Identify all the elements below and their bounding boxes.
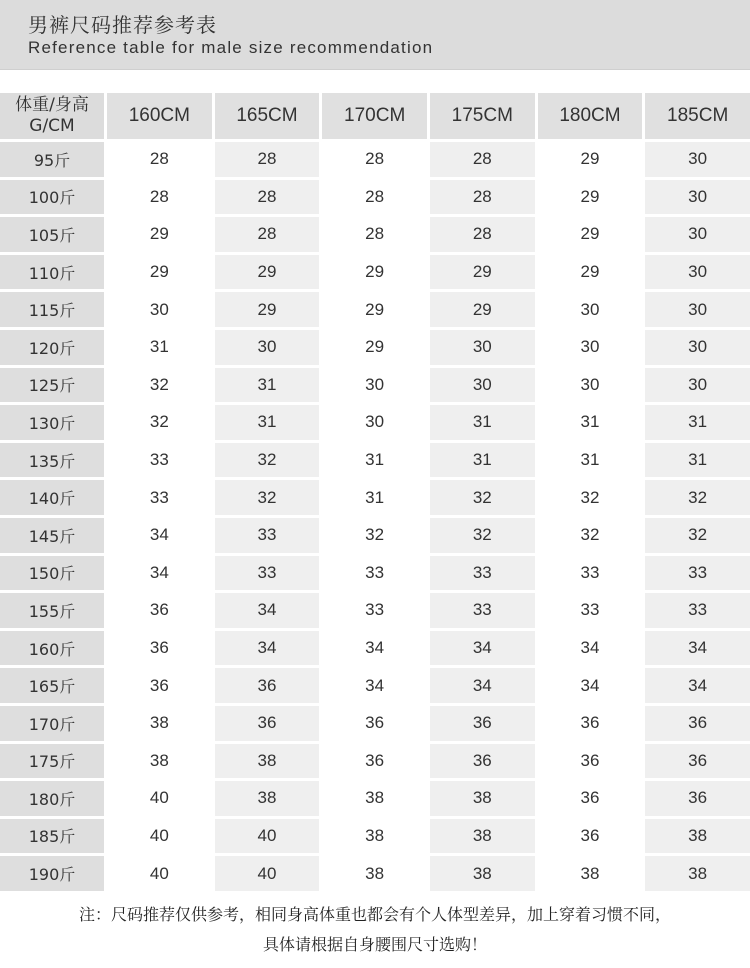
size-cell: 29 (538, 255, 643, 290)
row-header-weight: 110斤 (0, 255, 104, 290)
size-cell: 31 (322, 480, 427, 515)
size-cell: 28 (107, 180, 212, 215)
footnote-line-2: 具体请根据自身腰围尺寸选购！ (262, 935, 487, 954)
size-cell: 31 (322, 443, 427, 478)
size-cell: 34 (430, 668, 535, 703)
size-cell: 30 (215, 330, 320, 365)
size-cell: 30 (645, 292, 750, 327)
size-cell: 30 (645, 255, 750, 290)
size-cell: 38 (430, 856, 535, 891)
column-header-height: 185CM (645, 93, 750, 139)
row-header-weight: 95斤 (0, 142, 104, 177)
table-row (0, 443, 750, 478)
table-row (0, 368, 750, 403)
row-header-weight: 175斤 (0, 744, 104, 779)
size-cell: 33 (107, 443, 212, 478)
size-cell: 28 (215, 217, 320, 252)
size-cell: 34 (215, 631, 320, 666)
size-cell: 28 (215, 142, 320, 177)
size-cell: 40 (107, 819, 212, 854)
row-header-weight: 135斤 (0, 443, 104, 478)
size-cell: 34 (215, 593, 320, 628)
table-row (0, 781, 750, 816)
size-cell: 32 (430, 480, 535, 515)
size-cell: 30 (645, 330, 750, 365)
size-cell: 36 (215, 706, 320, 741)
row-header-weight: 180斤 (0, 781, 104, 816)
table-row (0, 593, 750, 628)
row-header-weight: 115斤 (0, 292, 104, 327)
size-cell: 28 (430, 217, 535, 252)
size-cell: 32 (538, 518, 643, 553)
size-cell: 33 (215, 518, 320, 553)
size-cell: 38 (645, 819, 750, 854)
size-table-header (0, 93, 750, 139)
size-cell: 30 (538, 368, 643, 403)
footnote-line-1: 注：尺码推荐仅供参考，相同身高体重也都会有个人体型差异，加上穿着习惯不同， (78, 905, 671, 924)
size-cell: 40 (107, 856, 212, 891)
size-cell: 40 (215, 856, 320, 891)
size-cell: 36 (322, 706, 427, 741)
size-cell: 29 (322, 330, 427, 365)
size-cell: 33 (430, 593, 535, 628)
size-table-body (0, 142, 750, 891)
column-header-height: 175CM (430, 93, 535, 139)
size-cell: 40 (107, 781, 212, 816)
size-cell: 30 (107, 292, 212, 327)
row-header-weight: 190斤 (0, 856, 104, 891)
size-cell: 30 (645, 142, 750, 177)
size-cell: 36 (538, 819, 643, 854)
size-cell: 31 (538, 443, 643, 478)
size-cell: 34 (538, 668, 643, 703)
size-cell: 30 (430, 330, 535, 365)
size-cell: 30 (322, 368, 427, 403)
size-cell: 32 (538, 480, 643, 515)
size-cell: 33 (322, 593, 427, 628)
size-cell: 32 (107, 405, 212, 440)
table-row (0, 744, 750, 779)
size-cell: 29 (538, 180, 643, 215)
size-cell: 31 (645, 443, 750, 478)
corner-header-cell (0, 93, 104, 139)
size-cell: 29 (538, 142, 643, 177)
row-header-weight: 165斤 (0, 668, 104, 703)
size-cell: 32 (645, 518, 750, 553)
row-header-weight: 145斤 (0, 518, 104, 553)
row-header-weight: 170斤 (0, 706, 104, 741)
size-cell: 38 (107, 744, 212, 779)
size-cell: 29 (430, 292, 535, 327)
size-cell: 36 (215, 668, 320, 703)
size-cell: 30 (538, 330, 643, 365)
size-cell: 30 (645, 180, 750, 215)
size-cell: 33 (322, 556, 427, 591)
size-cell: 34 (645, 668, 750, 703)
page-subtitle: Reference table for male size recommendation (28, 38, 434, 57)
size-cell: 38 (538, 856, 643, 891)
size-cell: 34 (430, 631, 535, 666)
size-cell: 28 (322, 217, 427, 252)
size-cell: 31 (538, 405, 643, 440)
size-cell: 33 (215, 556, 320, 591)
size-cell: 36 (645, 781, 750, 816)
corner-label-units: G/CM (29, 116, 75, 136)
size-cell: 28 (430, 180, 535, 215)
size-cell: 28 (322, 180, 427, 215)
size-cell: 34 (107, 518, 212, 553)
size-table (0, 90, 750, 894)
size-cell: 36 (538, 781, 643, 816)
row-header-weight: 185斤 (0, 819, 104, 854)
row-header-weight: 125斤 (0, 368, 104, 403)
size-cell: 33 (645, 556, 750, 591)
size-cell: 36 (430, 744, 535, 779)
size-cell: 36 (645, 706, 750, 741)
size-cell: 31 (215, 368, 320, 403)
size-cell: 38 (107, 706, 212, 741)
size-cell: 28 (107, 142, 212, 177)
size-cell: 30 (322, 405, 427, 440)
table-row (0, 518, 750, 553)
table-row (0, 706, 750, 741)
row-header-weight: 105斤 (0, 217, 104, 252)
row-header-weight: 140斤 (0, 480, 104, 515)
size-cell: 38 (215, 781, 320, 816)
size-cell: 31 (430, 405, 535, 440)
size-cell: 29 (107, 255, 212, 290)
footnote (0, 900, 750, 960)
size-cell: 32 (322, 518, 427, 553)
size-cell: 33 (538, 556, 643, 591)
table-row (0, 405, 750, 440)
size-cell: 36 (430, 706, 535, 741)
size-cell: 36 (322, 744, 427, 779)
size-cell: 31 (215, 405, 320, 440)
page-header (0, 0, 750, 70)
table-row (0, 631, 750, 666)
table-row (0, 292, 750, 327)
size-cell: 32 (215, 480, 320, 515)
size-cell: 38 (322, 781, 427, 816)
size-cell: 38 (322, 819, 427, 854)
size-cell: 34 (322, 668, 427, 703)
size-cell: 29 (322, 255, 427, 290)
size-cell: 36 (538, 744, 643, 779)
size-table-container (0, 90, 750, 894)
size-cell: 29 (107, 217, 212, 252)
row-header-weight: 155斤 (0, 593, 104, 628)
corner-label-weight-height: 体重/身高 (15, 95, 89, 115)
size-cell: 32 (430, 518, 535, 553)
size-cell: 29 (215, 292, 320, 327)
size-cell: 36 (645, 744, 750, 779)
size-cell: 33 (107, 480, 212, 515)
table-row (0, 255, 750, 290)
size-cell: 36 (107, 593, 212, 628)
size-cell: 30 (645, 368, 750, 403)
size-cell: 36 (107, 631, 212, 666)
size-cell: 30 (645, 217, 750, 252)
size-cell: 31 (430, 443, 535, 478)
size-cell: 33 (645, 593, 750, 628)
size-cell: 38 (645, 856, 750, 891)
table-row (0, 819, 750, 854)
column-header-height: 170CM (322, 93, 427, 139)
size-cell: 28 (430, 142, 535, 177)
size-cell: 34 (107, 556, 212, 591)
size-cell: 40 (215, 819, 320, 854)
size-cell: 30 (430, 368, 535, 403)
row-header-weight: 130斤 (0, 405, 104, 440)
size-cell: 33 (430, 556, 535, 591)
size-cell: 34 (322, 631, 427, 666)
size-cell: 32 (645, 480, 750, 515)
size-cell: 29 (322, 292, 427, 327)
size-cell: 28 (322, 142, 427, 177)
size-cell: 28 (215, 180, 320, 215)
size-cell: 31 (107, 330, 212, 365)
size-cell: 38 (215, 744, 320, 779)
size-cell: 38 (430, 819, 535, 854)
table-row (0, 856, 750, 891)
size-cell: 38 (430, 781, 535, 816)
column-header-height: 180CM (538, 93, 643, 139)
table-row (0, 668, 750, 703)
table-row (0, 556, 750, 591)
table-row (0, 142, 750, 177)
size-cell: 38 (322, 856, 427, 891)
page-title: 男裤尺码推荐参考表 (28, 13, 217, 37)
size-cell: 32 (107, 368, 212, 403)
table-row (0, 330, 750, 365)
column-header-height: 160CM (107, 93, 212, 139)
table-row (0, 180, 750, 215)
size-cell: 34 (538, 631, 643, 666)
size-cell: 32 (215, 443, 320, 478)
size-cell: 29 (430, 255, 535, 290)
table-row (0, 217, 750, 252)
table-row (0, 480, 750, 515)
size-cell: 31 (645, 405, 750, 440)
row-header-weight: 100斤 (0, 180, 104, 215)
size-cell: 29 (538, 217, 643, 252)
size-cell: 34 (645, 631, 750, 666)
size-cell: 36 (538, 706, 643, 741)
row-header-weight: 120斤 (0, 330, 104, 365)
column-header-height: 165CM (215, 93, 320, 139)
size-cell: 33 (538, 593, 643, 628)
row-header-weight: 160斤 (0, 631, 104, 666)
header-row (0, 93, 750, 139)
size-cell: 29 (215, 255, 320, 290)
row-header-weight: 150斤 (0, 556, 104, 591)
size-cell: 36 (107, 668, 212, 703)
size-cell: 30 (538, 292, 643, 327)
